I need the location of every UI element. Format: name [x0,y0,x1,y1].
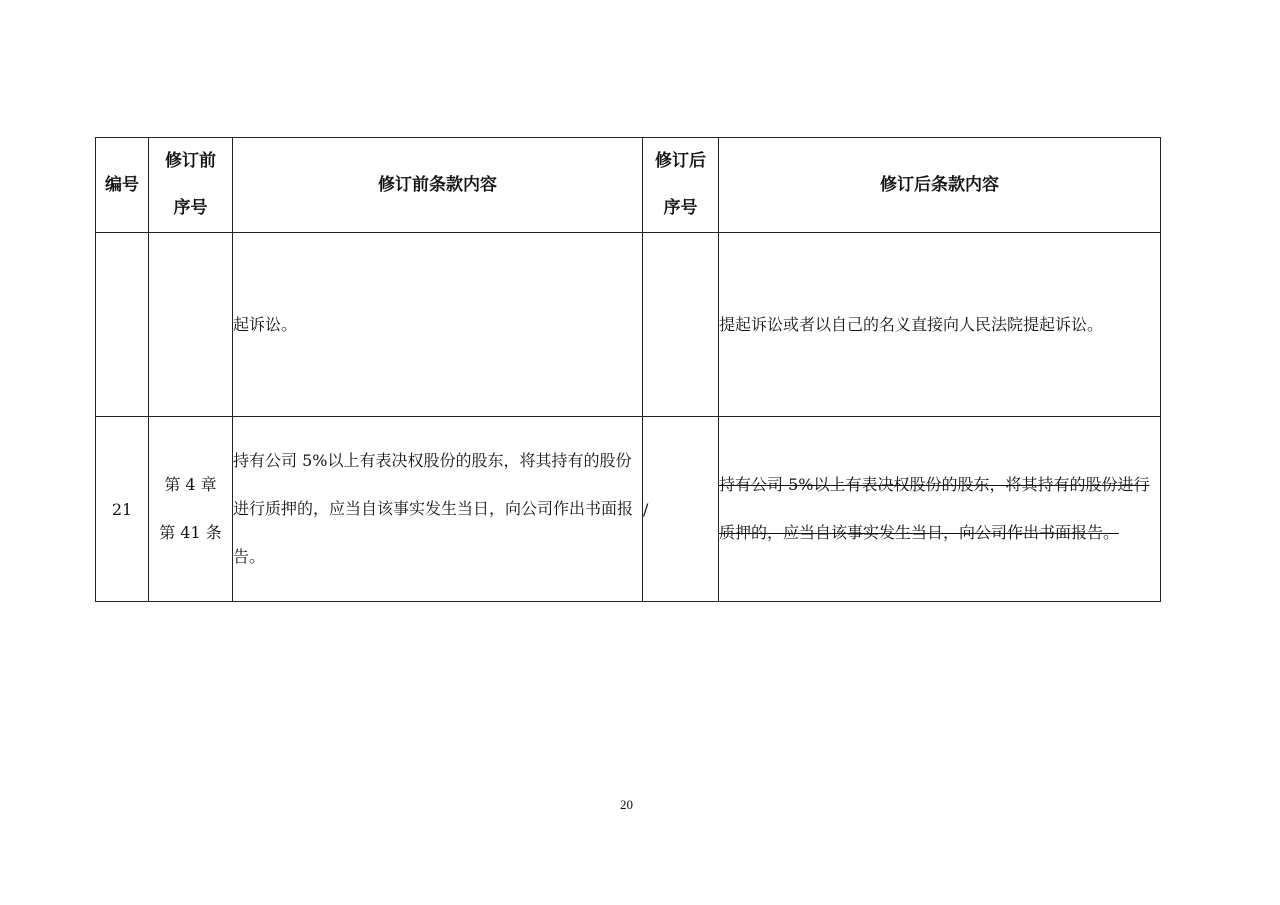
row-before-seq-line2: 第 41 条 [159,523,222,542]
header-after-seq-line2: 序号 [663,198,698,218]
row-before-seq-line1: 第 4 章 [164,475,217,494]
header-after-content: 修订后条款内容 [719,138,1161,233]
header-before-content: 修订前条款内容 [233,138,643,233]
table-row [96,417,1161,602]
row-before-content [233,417,643,602]
header-before-seq [149,138,233,233]
row-no [96,233,149,417]
row-no: 21 [96,417,149,602]
row-before-content-text: 持有公司 5%以上有表决权股份的股东，将其持有的股份进行质押的，应当自该事实发生当日，向公司作出书面报告。 [233,451,634,566]
row-before-seq [149,417,233,602]
row-before-content [233,233,643,417]
row-after-seq: / [643,417,719,602]
row-before-seq [149,233,233,417]
row-after-content [719,233,1161,417]
revision-table [95,137,1161,602]
header-before-seq-line2: 序号 [173,198,208,218]
row-after-content-text: 提起诉讼或者以自己的名义直接向人民法院提起诉讼。 [719,314,1104,334]
header-after-seq [643,138,719,233]
row-after-seq [643,233,719,417]
table-header-row [96,138,1161,233]
row-after-content-text-struck: 持有公司 5%以上有表决权股份的股东，将其持有的股份进行质押的，应当自该事实发生当日，向公司作出书面报告。 [719,475,1150,542]
row-after-content [719,417,1161,602]
row-before-content-text: 起诉讼。 [233,314,298,334]
header-before-seq-line1: 修订前 [165,151,216,171]
table-row [96,233,1161,417]
header-no: 编号 [96,138,149,233]
header-after-seq-line1: 修订后 [655,151,706,171]
page-number: 20 [620,797,633,812]
